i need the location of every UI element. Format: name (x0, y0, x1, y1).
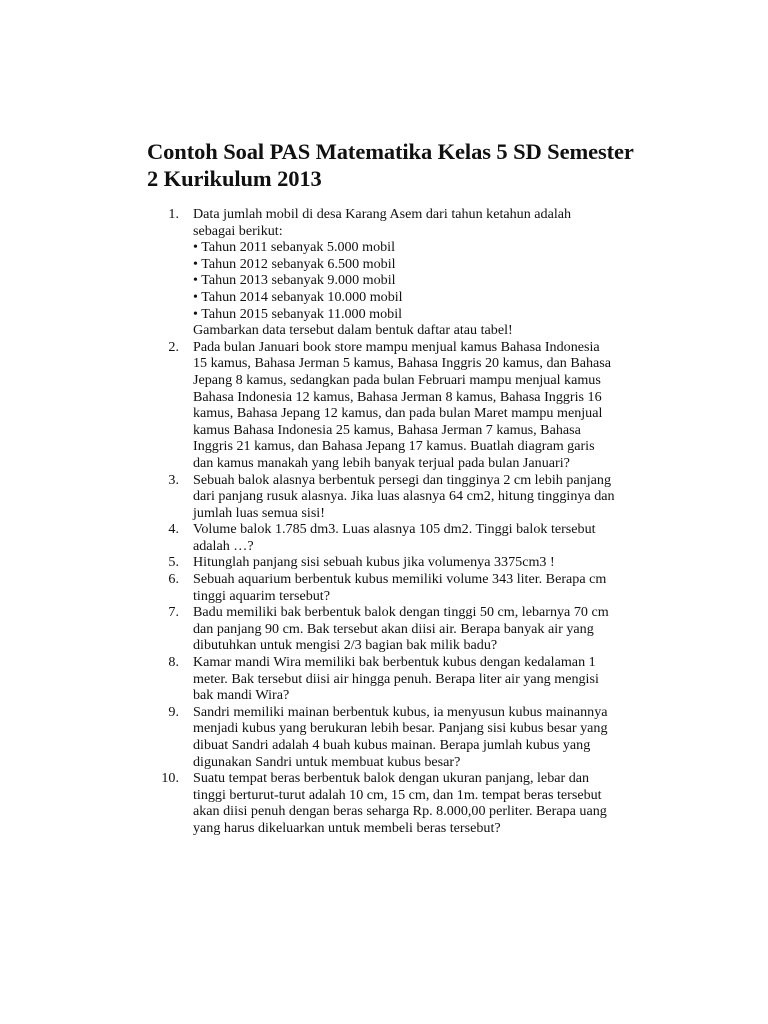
question-item (147, 770, 672, 836)
question-text-line: Sandri memiliki mainan berbentuk kubus, ia menyusun kubus mainannya (193, 703, 608, 720)
question-item (147, 554, 672, 571)
question-item (147, 704, 672, 770)
title-line: 2 Kurikulum 2013 (147, 166, 322, 191)
question-text-line: bak mandi Wira? (193, 687, 290, 704)
question-text-line: • Tahun 2011 sebanyak 5.000 mobil (193, 239, 396, 256)
question-number: 1. (168, 206, 179, 222)
question-text-line: • Tahun 2014 sebanyak 10.000 mobil (193, 288, 403, 305)
question-item (147, 521, 672, 554)
question-item (147, 206, 672, 339)
title-line: Contoh Soal PAS Matematika Kelas 5 SD Semester (147, 139, 634, 164)
question-item (147, 571, 672, 604)
question-text-line: menjadi kubus yang berukuran lebih besar. Panjang sisi kubus besar yang (193, 720, 608, 737)
question-text-line: adalah …? (193, 537, 254, 554)
question-text-line: yang harus dikeluarkan untuk membeli beras tersebut? (193, 819, 501, 836)
question-number: 2. (168, 338, 179, 355)
question-text-line: meter. Bak tersebut diisi air hingga penuh. Berapa liter air yang mengisi (193, 670, 599, 687)
question-text-line: Kamar mandi Wira memiliki bak berbentuk kubus dengan kedalaman 1 (193, 654, 596, 671)
question-number: 6. (168, 571, 179, 588)
question-text-line: dibuat Sandri adalah 4 buah kubus mainan. Berapa jumlah kubus yang (193, 737, 591, 753)
question-item (147, 604, 672, 654)
question-number: 4. (168, 521, 179, 538)
document-page (147, 138, 672, 837)
question-text-line: dari panjang rusuk alasnya. Jika luas alasnya 64 cm2, hitung tingginya dan (193, 488, 615, 505)
question-text-line: Bahasa Indonesia 12 kamus, Bahasa Jerman 8 kamus, Bahasa Inggris 16 (193, 388, 602, 405)
question-item (147, 339, 672, 472)
question-text-line: kamus Bahasa Indonesia 25 kamus, Bahasa Jerman 7 kamus, Bahasa (193, 421, 581, 438)
question-text-line: Sebuah aquarium berbentuk kubus memiliki volume 343 liter. Berapa cm (193, 571, 607, 588)
question-text-line: Badu memiliki bak berbentuk balok dengan tinggi 50 cm, lebarnya 70 cm (193, 604, 609, 621)
question-text-line: Pada bulan Januari book store mampu menjual kamus Bahasa Indonesia (193, 338, 600, 355)
question-text-line: jumlah luas semua sisi! (193, 504, 325, 521)
document-title (147, 138, 672, 192)
question-number: 7. (168, 604, 179, 621)
question-text-line: Inggris 21 kamus, dan Bahasa Jepang 17 kamus. Buatlah diagram garis (193, 438, 595, 455)
question-item (147, 654, 672, 704)
question-number: 8. (168, 654, 179, 671)
question-text-line: • Tahun 2013 sebanyak 9.000 mobil (193, 272, 396, 289)
question-list (147, 206, 672, 837)
question-text-line: Data jumlah mobil di desa Karang Asem dari tahun ketahun adalah (193, 206, 572, 222)
question-item (147, 472, 672, 522)
question-text-line: dibutuhkan untuk mengisi 2/3 bagian bak milik badu? (193, 637, 498, 654)
question-text-line: Volume balok 1.785 dm3. Luas alasnya 105 dm2. Tinggi balok tersebut (193, 521, 596, 538)
question-number: 9. (168, 703, 179, 720)
question-text-line: • Tahun 2012 sebanyak 6.500 mobil (193, 255, 396, 272)
question-text-line: sebagai berikut: (193, 222, 283, 239)
question-text-line: tinggi aquarim tersebut? (193, 587, 330, 604)
question-text-line: Suatu tempat beras berbentuk balok dengan ukuran panjang, lebar dan (193, 770, 590, 787)
question-text-line: dan kamus manakah yang lebih banyak terjual pada bulan Januari? (193, 454, 570, 471)
question-text-line: Hitunglah panjang sisi sebuah kubus jika volumenya 3375cm3 ! (193, 554, 555, 571)
question-text-line: akan diisi penuh dengan beras seharga Rp. 8.000,00 perliter. Berapa uang (193, 803, 607, 820)
question-text-line: dan panjang 90 cm. Bak tersebut akan diisi air. Berapa banyak air yang (193, 620, 594, 637)
question-number: 5. (168, 554, 179, 571)
question-text-line: • Tahun 2015 sebanyak 11.000 mobil (193, 305, 403, 322)
question-text-line: 15 kamus, Bahasa Jerman 5 kamus, Bahasa Inggris 20 kamus, dan Bahasa (193, 355, 612, 372)
question-text-line: digunakan Sandri untuk membuat kubus besar? (193, 753, 461, 770)
question-number: 3. (168, 471, 179, 488)
question-text-line: Jepang 8 kamus, sedangkan pada bulan Februari mampu menjual kamus (193, 371, 601, 388)
question-text-line: Gambarkan data tersebut dalam bentuk daftar atau tabel! (193, 322, 513, 339)
question-text-line: tinggi berturut-turut adalah 10 cm, 15 cm, dan 1m. tempat beras tersebut (193, 786, 602, 803)
question-text-line: kamus, Bahasa Jepang 12 kamus, dan pada bulan Maret mampu menjual (193, 405, 603, 422)
question-text-line: Sebuah balok alasnya berbentuk persegi dan tingginya 2 cm lebih panjang (193, 471, 611, 488)
question-number: 10. (161, 770, 179, 787)
